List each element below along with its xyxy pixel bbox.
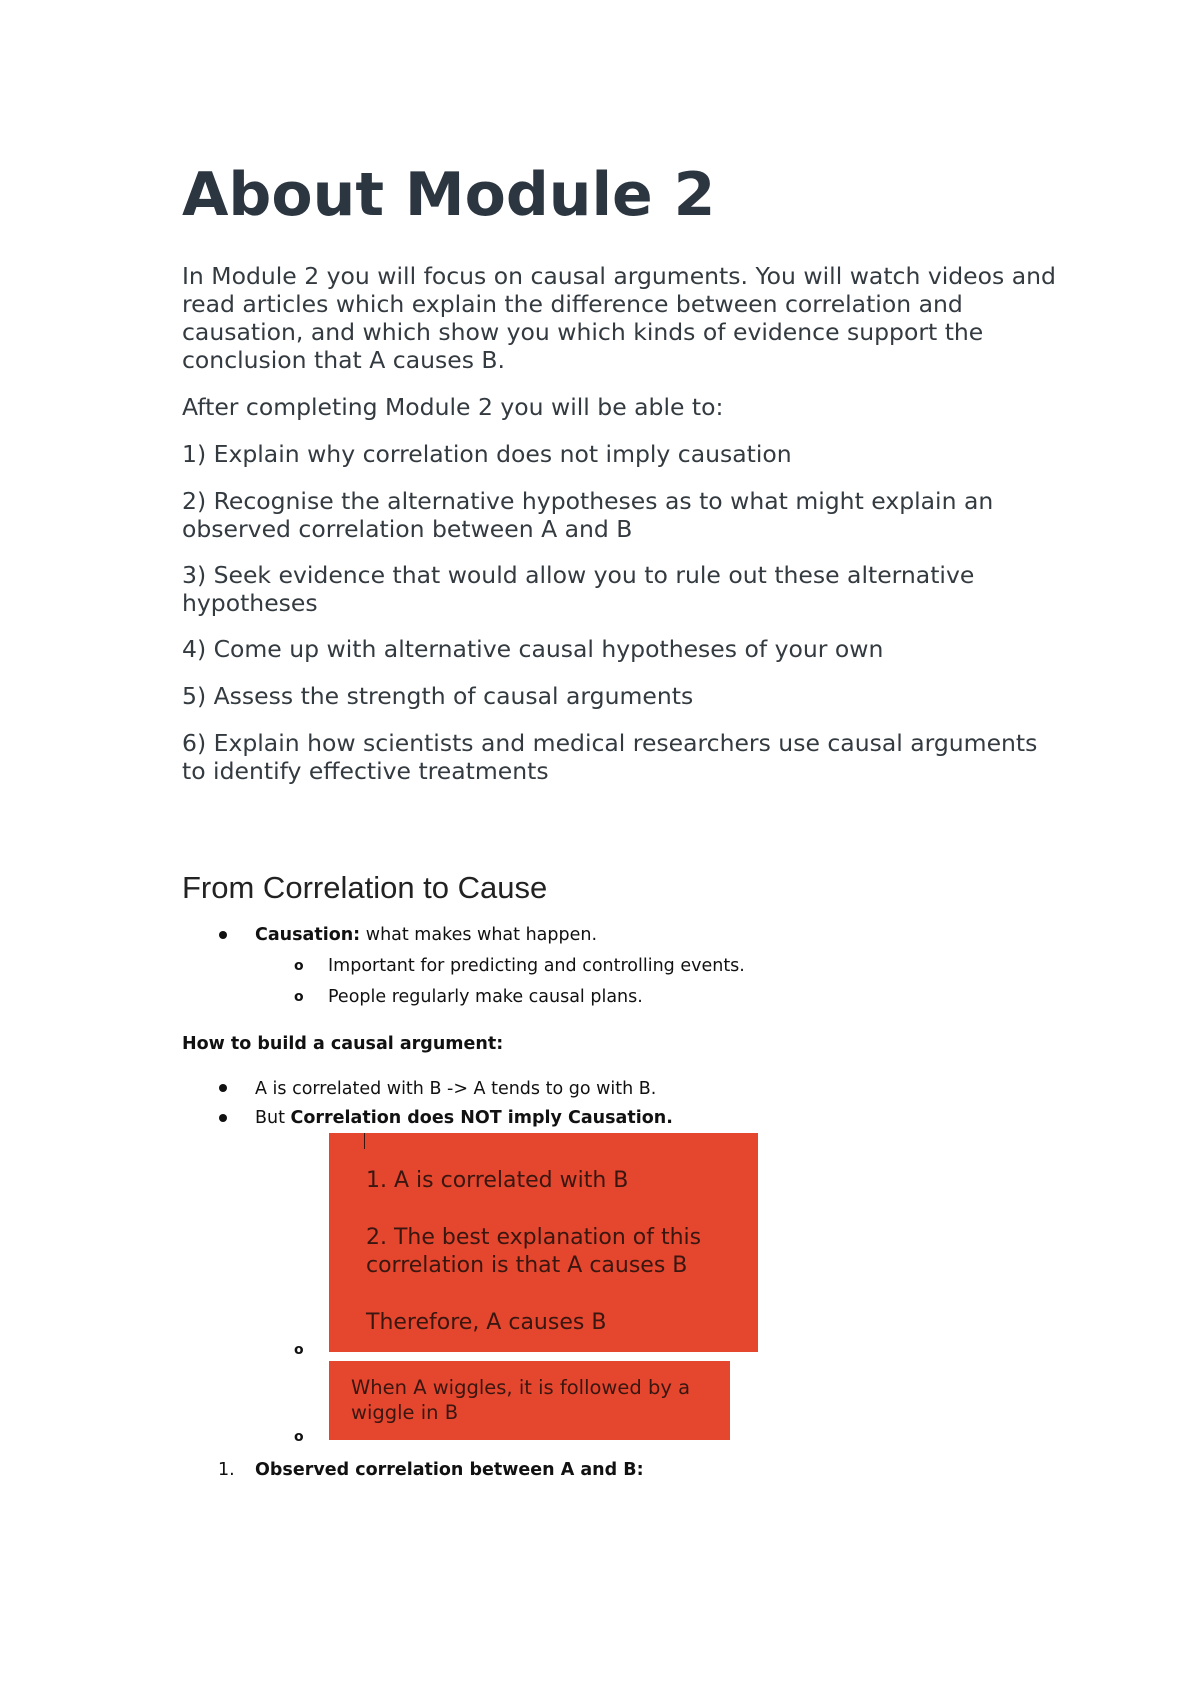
section-heading: From Correlation to Cause [182,870,548,905]
slide-line-2b: correlation is that A causes B [366,1253,688,1278]
after-completing-text: After completing Module 2 you will be able to: [182,393,724,421]
slide-image-causal-argument [329,1133,758,1352]
objective-3: 3) Seek evidence that would allow you to rule out these alternative hypotheses [182,561,975,617]
page-title: About Module 2 [182,160,716,230]
slide-line-2a: 2. The best explanation of this [366,1225,702,1250]
slide2-line-2: wiggle in B [351,1401,459,1424]
objective-1: 1) Explain why correlation does not imply causation [182,440,792,468]
correlation-not-causation-bullet [255,1107,673,1129]
sub-bullet-marker: o [294,1429,304,1445]
bullet-prefix: But [255,1108,291,1128]
bullet-dot [219,931,227,939]
objective-5: 5) Assess the strength of causal arguments [182,682,694,710]
text-cursor [364,1133,365,1149]
bullet-dot [219,1114,227,1122]
objective-6: 6) Explain how scientists and medical researchers use causal arguments to identify effective treatments [182,729,1038,785]
correlated-bullet: A is correlated with B -> A tends to go with B. [255,1079,657,1099]
sub-bullet-marker: o [294,1342,304,1358]
objective-2: 2) Recognise the alternative hypotheses as to what might explain an observed correlation between A and B [182,487,994,543]
sub-bullet-causal-plans: People regularly make causal plans. [328,987,643,1007]
causation-bullet [255,924,597,946]
sub-bullet-predicting: Important for predicting and controlling events. [328,956,745,976]
sub-bullet-marker: o [294,989,304,1005]
slide2-line-1: When A wiggles, it is followed by a [351,1376,691,1399]
slide-image-wiggle [329,1361,730,1440]
bullet-dot [219,1084,227,1092]
sub-bullet-marker: o [294,958,304,974]
observed-correlation-item: Observed correlation between A and B: [255,1460,644,1480]
objective-4: 4) Come up with alternative causal hypotheses of your own [182,635,884,663]
numbered-marker: 1. [218,1460,235,1480]
intro-paragraph: In Module 2 you will focus on causal arguments. You will watch videos and read articles which explain the difference between correlation and causation, and which show you which kinds of evidence support the conclusion that A causes B. [182,262,1056,374]
causation-definition: what makes what happen. [360,925,598,945]
bullet-emphasis: Correlation does NOT imply Causation. [290,1108,673,1128]
slide-line-1: 1. A is correlated with B [366,1168,629,1193]
build-argument-heading: How to build a causal argument: [182,1034,504,1054]
causation-term: Causation: [255,925,361,945]
slide-line-3: Therefore, A causes B [366,1310,607,1335]
